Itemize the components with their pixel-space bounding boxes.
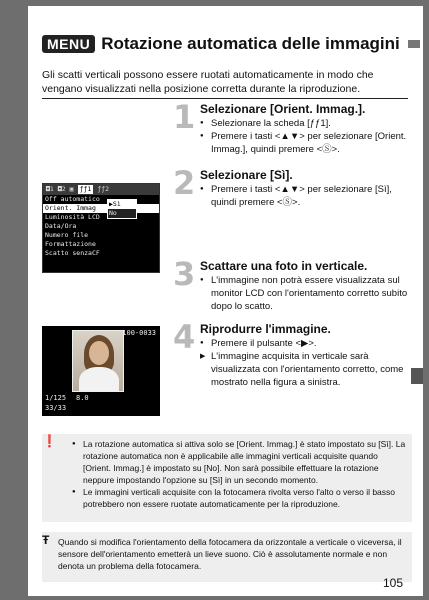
lcd-popup-option: No bbox=[109, 209, 117, 217]
step-title: Scattare una foto in verticale. bbox=[200, 259, 368, 273]
lcd-menu-row: Numero file bbox=[45, 231, 89, 239]
lcd-popup bbox=[107, 199, 137, 219]
manual-page bbox=[28, 6, 423, 596]
lcd-menu-illustration bbox=[42, 183, 160, 273]
page-number: 105 bbox=[382, 576, 403, 590]
page-title: Rotazione automatica delle immagini bbox=[101, 34, 400, 53]
portrait-photo bbox=[72, 330, 124, 392]
tip-icon: Ŧ bbox=[42, 533, 50, 547]
intro-text: Gli scatti verticali possono essere ruotati automaticamente in modo che vengano visualizzati nella posizione corretta durante la riproduzione. bbox=[42, 69, 374, 95]
lcd-menu-row: Formattazione bbox=[45, 240, 96, 248]
step-number: 1 bbox=[173, 98, 196, 136]
step-bullet: ● Selezionare la scheda [ƒƒ1]. bbox=[200, 117, 416, 130]
tip-text: Quando si modifica l'orientamento della fotocamera da orizzontale a verticale o viceversa, il sensore dell'orientamento emetterà un lieve suono. Ciò è assolutamente normale e non denota un problema della fotocamera. bbox=[58, 537, 402, 571]
step-4 bbox=[173, 318, 416, 389]
lcd-tab: ◘2 bbox=[57, 185, 66, 193]
portrait-torso bbox=[79, 367, 119, 392]
image-count: 33/33 bbox=[45, 404, 67, 412]
lcd-menu-row: Luminosità LCD bbox=[45, 213, 100, 221]
intro-divider bbox=[42, 98, 408, 99]
title-marker bbox=[408, 40, 420, 48]
title-row bbox=[42, 34, 420, 54]
lcd-popup-option-selected: ▶Sì bbox=[108, 200, 136, 209]
lcd-menu-row-selected: Orient. Immag bbox=[43, 204, 159, 213]
lcd-tab-bar bbox=[43, 184, 159, 195]
step-number: 2 bbox=[173, 164, 196, 202]
caution-item: ● La rotazione automatica si attiva solo se [Orient. Immag.] è stato impostato su [Sì]. La rotazione automatica non è applicabile alle immagini verticali acquisite quando [Orient. Immag.] è impostato su [No]. Non sarà possibile effettuare la rotazione neppure impostando l'opzione su [Sì] in un secondo momento. bbox=[72, 438, 406, 486]
caution-text bbox=[72, 438, 406, 510]
shutter-speed: 1/125 bbox=[45, 394, 67, 402]
caution-icon: ❗ bbox=[42, 434, 57, 448]
step-bullet: ● Premere i tasti <▲▼> per selezionare [Orient. Immag.], quindi premere <Ⓢ>. bbox=[200, 130, 416, 156]
file-number: 100-0033 bbox=[122, 329, 156, 337]
lcd-tab: ▣ bbox=[69, 185, 74, 193]
portrait-face bbox=[89, 341, 109, 365]
step-title: Selezionare [Orient. Immag.]. bbox=[200, 102, 366, 116]
step-title: Riprodurre l'immagine. bbox=[200, 322, 331, 336]
step-2 bbox=[173, 164, 416, 209]
lcd-menu-row: Scatto senzaCF bbox=[45, 249, 100, 257]
aperture-value: 8.0 bbox=[76, 394, 89, 402]
lcd-tab: ƒƒ2 bbox=[97, 185, 110, 193]
step-title: Selezionare [Sì]. bbox=[200, 168, 293, 182]
step-number: 3 bbox=[173, 255, 196, 293]
step-arrow-bullet: ▶ L'immagine acquisita in verticale sarà visualizzata con l'orientamento corretto, come mostrato nella figura a sinistra. bbox=[200, 350, 416, 389]
step-bullet: ● Premere il pulsante <▶>. bbox=[200, 337, 416, 350]
lcd-tab: ◘1 bbox=[46, 185, 54, 193]
menu-badge: MENU bbox=[42, 35, 95, 53]
lcd-tab-active: ƒƒ1 bbox=[79, 185, 92, 193]
step-bullet: ● Premere i tasti <▲▼> per selezionare [Sì], quindi premere <Ⓢ>. bbox=[200, 183, 416, 209]
playback-photo-illustration bbox=[42, 326, 160, 416]
step-number: 4 bbox=[173, 318, 196, 356]
lcd-menu-row: Off automatico bbox=[45, 195, 100, 203]
lcd-menu-row: Data/Ora bbox=[45, 222, 77, 230]
step-3 bbox=[173, 255, 416, 313]
caution-item: ● Le immagini verticali acquisite con la fotocamera rivolta verso l'alto o verso il basso potrebbero non essere ruotate automaticamente per la riproduzione. bbox=[72, 486, 406, 510]
step-bullet: ● L'immagine non potrà essere visualizzata sul monitor LCD con l'orientamento corretto subito dopo lo scatto. bbox=[200, 274, 416, 313]
step-1 bbox=[173, 98, 416, 156]
